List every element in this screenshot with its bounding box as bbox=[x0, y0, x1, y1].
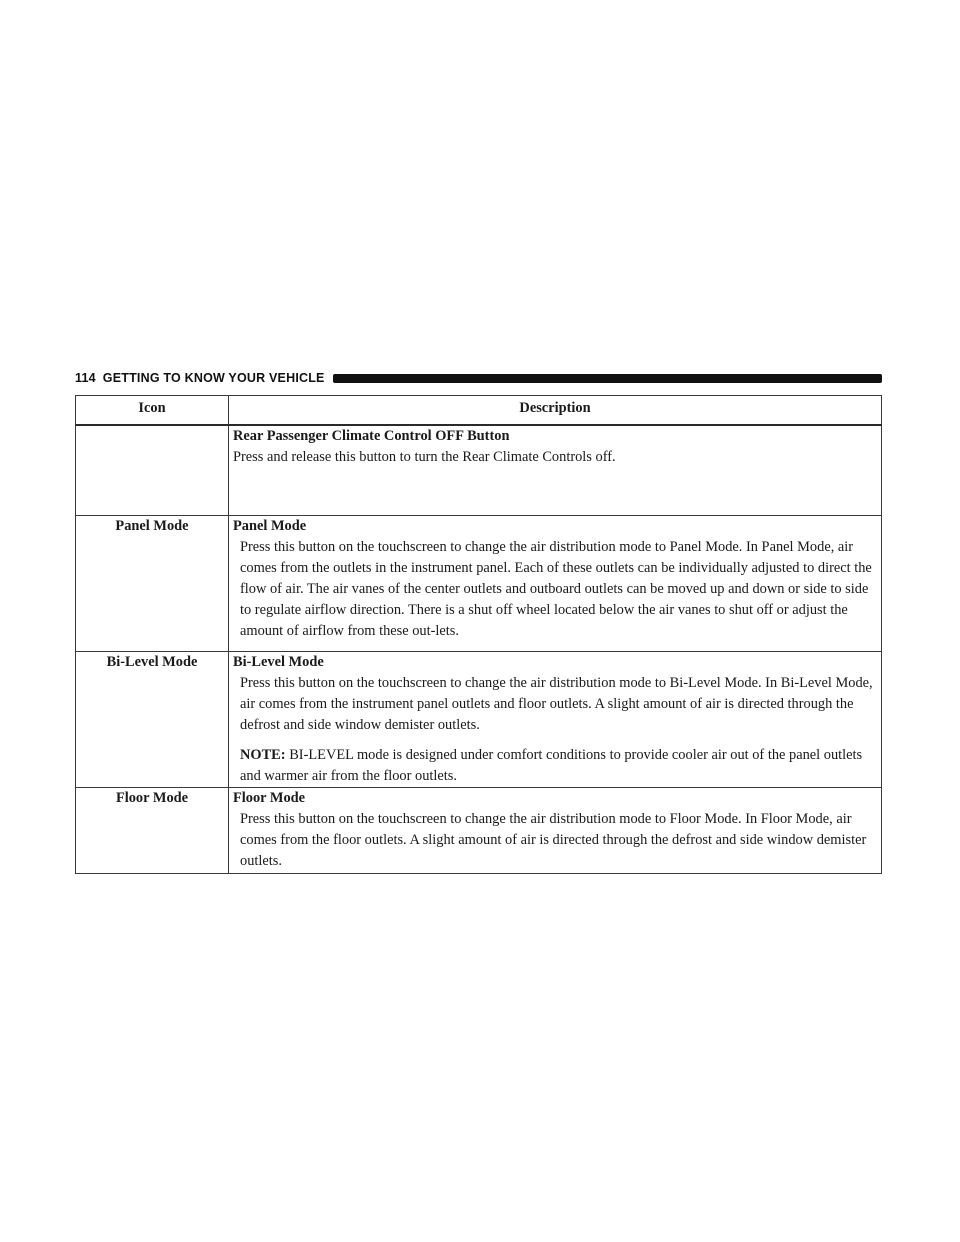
description-cell bbox=[229, 516, 882, 652]
entry-text: Press this button on the touchscreen to change the air distribution mode to Floor Mode. In Floor Mode, air comes from the floor outlets. A slight amount of air is directed through the defrost and side window demister outlets. bbox=[240, 811, 867, 869]
note bbox=[233, 745, 877, 787]
entry-text: Press this button on the touchscreen to change the air distribution mode to Bi-Level Mode. In Bi-Level Mode, air comes from the instrument panel outlets and floor outlets. A slight amount of air is directed through the defrost and side window demister outlets. bbox=[240, 675, 873, 733]
table-row bbox=[76, 652, 882, 788]
section-title: GETTING TO KNOW YOUR VEHICLE bbox=[102, 371, 325, 385]
note-text: BI-LEVEL mode is designed under comfort conditions to provide cooler air out of the panel outlets and warmer air from the floor outlets. bbox=[240, 747, 863, 784]
icon-cell: Floor Mode bbox=[76, 788, 229, 874]
column-header-description: Description bbox=[229, 396, 882, 426]
icon-cell: Panel Mode bbox=[76, 516, 229, 652]
entry-text: Press this button on the touchscreen to change the air distribution mode to Panel Mode. In Panel Mode, air comes from the outlets in the instrument panel. Each of these outlets can be individually adjusted to direct the flow of air. The air vanes of the center outlets and outboard outlets can be moved up and down or side to side to regulate airflow direction. There is a shut off wheel located below the air vanes to shut off or adjust the amount of airflow from these out-lets. bbox=[240, 539, 872, 639]
climate-modes-table bbox=[75, 395, 882, 874]
entry-text: Press and release this button to turn the Rear Climate Controls off. bbox=[233, 449, 616, 465]
header-rule bbox=[333, 374, 882, 383]
page-header bbox=[75, 370, 882, 386]
description-cell bbox=[229, 788, 882, 874]
icon-cell: Bi-Level Mode bbox=[76, 652, 229, 788]
column-header-icon: Icon bbox=[76, 396, 229, 426]
entry-title: Bi-Level Mode bbox=[233, 654, 324, 670]
table-row bbox=[76, 516, 882, 652]
icon-cell bbox=[76, 425, 229, 516]
entry-title: Floor Mode bbox=[233, 790, 306, 806]
description-cell bbox=[229, 425, 882, 516]
note-label: NOTE: bbox=[240, 747, 286, 763]
description-cell bbox=[229, 652, 882, 788]
entry-title: Panel Mode bbox=[233, 518, 307, 534]
table-row bbox=[76, 425, 882, 516]
table-header-row bbox=[76, 396, 882, 426]
entry-title: Rear Passenger Climate Control OFF Button bbox=[233, 428, 510, 444]
page-number: 114 bbox=[75, 371, 96, 385]
table-row bbox=[76, 788, 882, 874]
